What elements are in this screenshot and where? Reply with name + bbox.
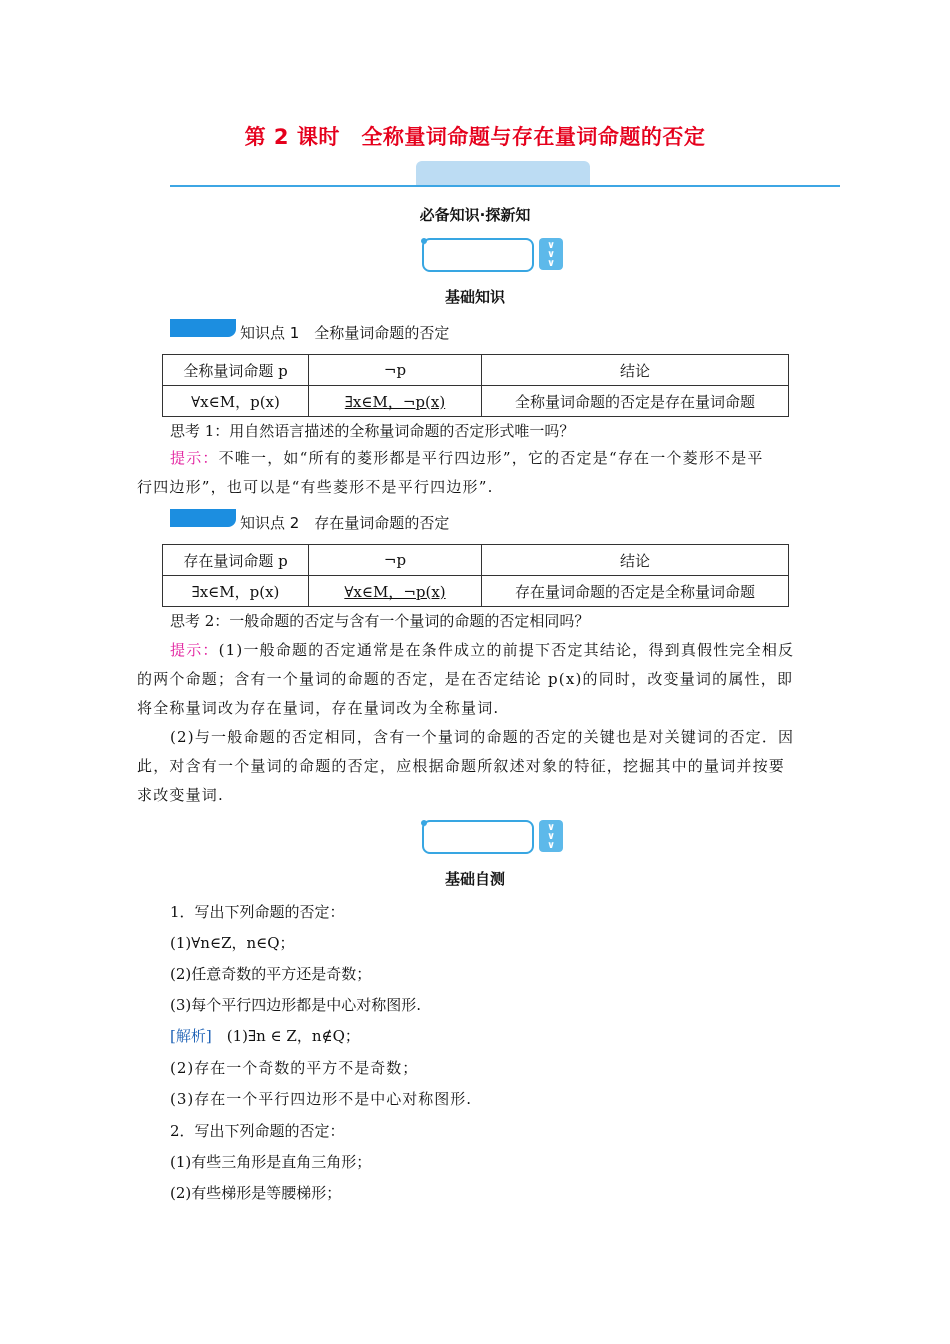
think-question: 思考 2：一般命题的否定与含有一个量词的命题的否定相同吗？ [170, 612, 590, 630]
hint-label: 提示： [170, 641, 219, 659]
knowledge-table-2 [162, 544, 789, 607]
knowledge-point-label: 知识点 2 存在量词命题的否定 [240, 514, 450, 532]
subsection-title: 基础自测 [444, 870, 505, 888]
exercise-item: (3)每个平行四边形都是中心对称图形. [170, 996, 422, 1014]
think-question: 思考 1：用自然语言描述的全称量词命题的否定形式唯一吗？ [170, 422, 575, 440]
knowledge-table-1 [162, 354, 789, 417]
table-cell: 全称量词命题的否定是存在量词命题 [482, 386, 789, 417]
section-bubble-decoration [422, 820, 534, 854]
hint-paragraph: 提示：不唯一，如“所有的菱形都是平行四边形”，它的否定是“存在一个菱形不是平 行四边形”，也可以是“有些菱形不是平行四边形”. [137, 449, 764, 496]
answer-line: (2)存在一个奇数的平方不是奇数； [170, 1059, 419, 1077]
exercise-item: (1)∀n∈Z，n∈Q； [170, 934, 295, 952]
table-header-cell: 全称量词命题 p [163, 355, 309, 386]
jiexi-label: [解析] [170, 1027, 212, 1045]
exercise-question: 2．写出下列命题的否定： [170, 1122, 345, 1140]
exercise-question: 1．写出下列命题的否定： [170, 903, 345, 921]
table-cell [309, 576, 482, 607]
answer-line: [解析] (1)∃n ∈ Z，n∉Q； [170, 1027, 360, 1045]
section-title: 必备知识·探新知 [419, 206, 531, 224]
knowledge-point-marker [170, 319, 236, 337]
table-header-cell: ¬p [309, 545, 482, 576]
table-cell-underlined: ∀x∈M，¬p(x) [344, 582, 446, 601]
exercise-item: (1)有些三角形是直角三角形； [170, 1153, 372, 1171]
table-cell: 存在量词命题的否定是全称量词命题 [482, 576, 789, 607]
bubble-dot-icon [421, 820, 427, 826]
table-header-cell: ¬p [309, 355, 482, 386]
header-tab-decoration [416, 161, 590, 186]
exercise-item: (2)任意奇数的平方还是奇数； [170, 965, 372, 983]
table-cell-underlined: ∃x∈M，¬p(x) [344, 392, 446, 411]
bubble-dot-icon [421, 238, 427, 244]
knowledge-point-marker [170, 509, 236, 527]
table-header-cell: 结论 [482, 545, 789, 576]
table-header-cell: 存在量词命题 p [163, 545, 309, 576]
table-cell: ∃x∈M，p(x) [163, 576, 309, 607]
section-bubble-decoration [422, 238, 534, 272]
lesson-number: 第 2 课时 [244, 125, 340, 149]
subsection-title: 基础知识 [444, 288, 505, 306]
chevron-down-icon: ∨ ∨ ∨ [539, 238, 563, 270]
exercise-item: (2)有些梯形是等腰梯形； [170, 1184, 342, 1202]
answer-line: (3)存在一个平行四边形不是中心对称图形. [170, 1090, 473, 1108]
hint-paragraph: 提示：(1)一般命题的否定通常是在条件成立的前提下否定其结论，得到真假性完全相反 的两个命题；含有一个量词的命题的否定，是在否定结论 p(x)的同时，改变量词的属性，即 将全称量词改为存在量词，存在量词改为全称量词. (2)与一般命题的否定相同，含有一个量词的命题的否定的关键也是对关键词的否定．因 此，对含有一个量词的命题的否定，应根据命题所叙述对象的特征，挖掘其中的量词并按要 求改变量词. [137, 641, 795, 804]
knowledge-point-label: 知识点 1 全称量词命题的否定 [240, 324, 450, 342]
lesson-title: 全称量词命题与存在量词命题的否定 [361, 125, 706, 149]
header-rule [170, 185, 840, 187]
page-title [0, 121, 950, 151]
table-header-cell: 结论 [482, 355, 789, 386]
table-cell [309, 386, 482, 417]
chevron-down-icon: ∨ ∨ ∨ [539, 820, 563, 852]
hint-label: 提示： [170, 449, 219, 467]
table-cell: ∀x∈M，p(x) [163, 386, 309, 417]
